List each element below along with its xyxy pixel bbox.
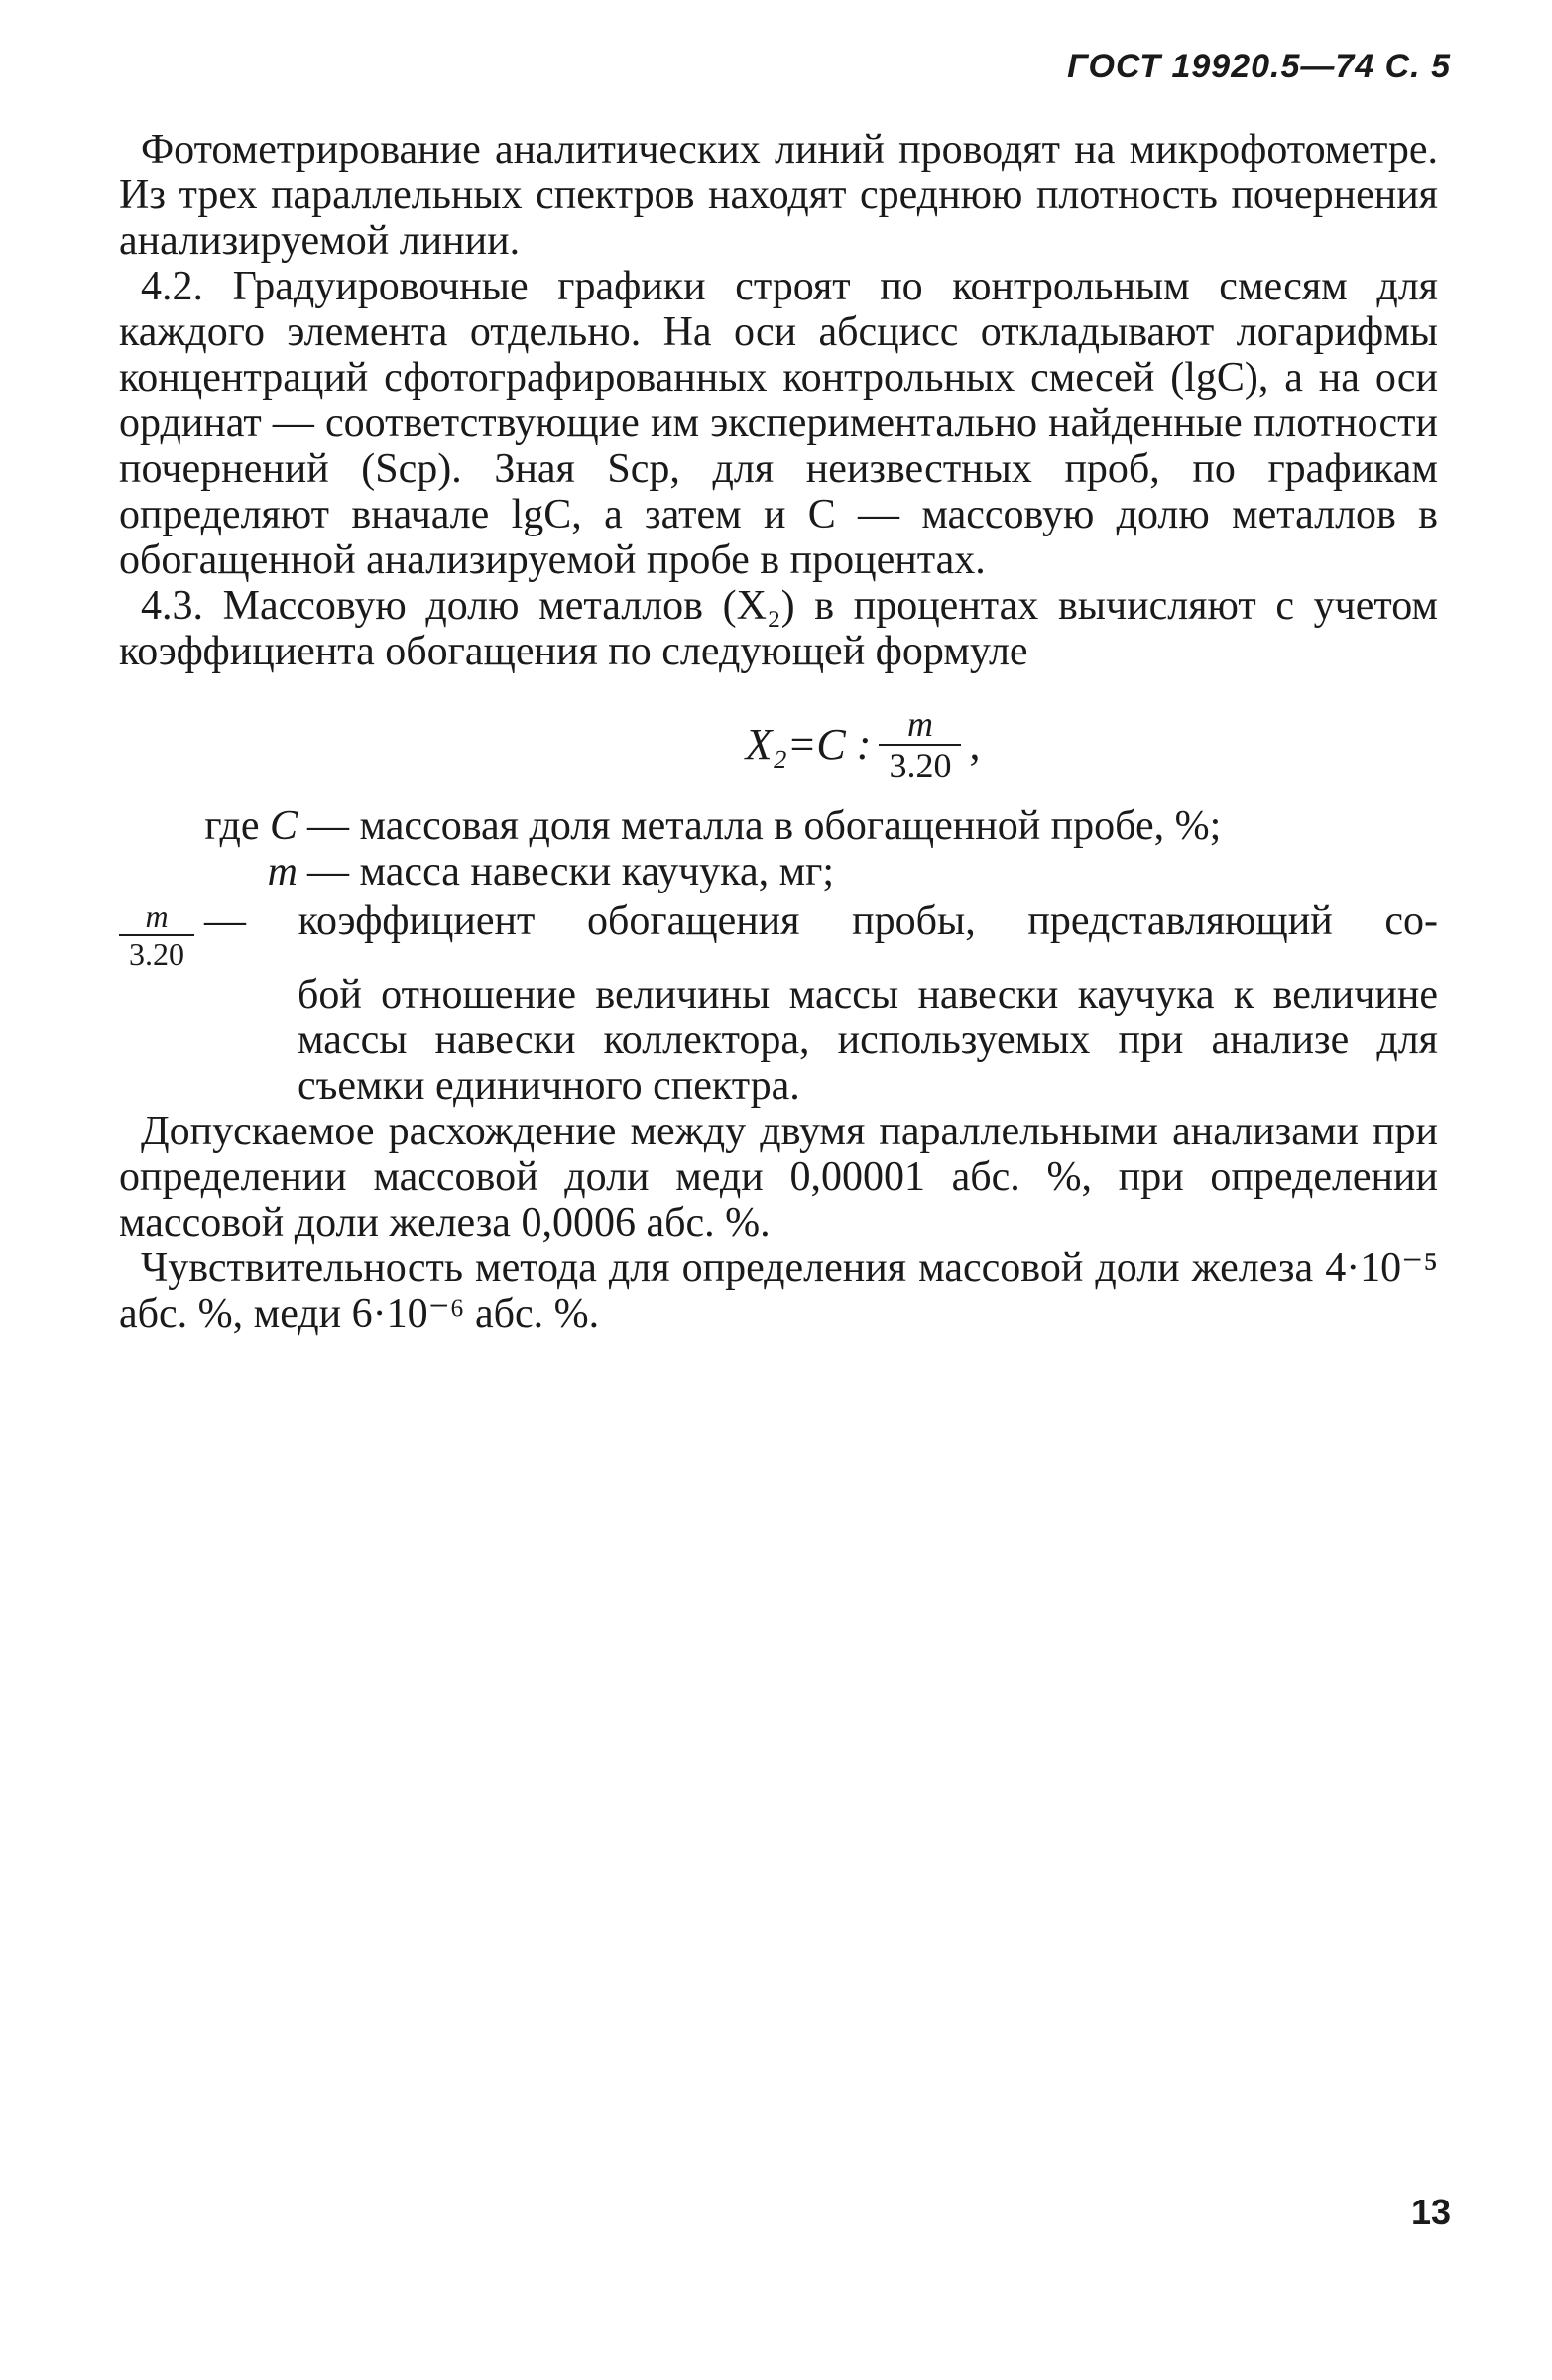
formula-numerator: m bbox=[906, 704, 933, 744]
legend-row-m bbox=[119, 849, 1438, 894]
paragraph-4-3: 4.3. Массовую долю металлов (X₂) в процентах вычисляют с учетом коэффициента обогащения по следующей формуле bbox=[119, 583, 1438, 674]
legend-desc-ratio-continued: бой отношение величины массы навески каучука к величине массы навески коллектора, используемых при анализе для съемки единичного спектра. bbox=[298, 972, 1438, 1109]
legend-ratio-numerator: m bbox=[145, 898, 169, 934]
legend-key-m bbox=[119, 849, 298, 894]
paragraph-tolerance: Допускаемое расхождение между двумя параллельными анализами при определении массовой доли меди 0,00001 абс. %, при определении массовой доли железа 0,0006 абс. %. bbox=[119, 1109, 1438, 1246]
legend-desc-m: — масса навески каучука, мг; bbox=[307, 849, 835, 894]
legend-ratio-fraction bbox=[119, 898, 194, 972]
formula-legend bbox=[119, 803, 1438, 1109]
legend-row-ratio bbox=[119, 898, 1438, 972]
legend-desc-c: — массовая доля металла в обогащенной пробе, %; bbox=[307, 803, 1222, 849]
legend-desc-ratio-first: — коэффициент обогащения пробы, представляющий со- bbox=[204, 898, 1438, 944]
legend-ratio-denominator: 3.20 bbox=[119, 934, 194, 972]
legend-desc-ratio bbox=[204, 898, 1438, 944]
formula bbox=[288, 704, 1438, 785]
formula-trailing: , bbox=[969, 720, 981, 769]
paragraph-photometry: Фотометрирование аналитических линий проводят на микрофотометре. Из трех параллельных спектров находят среднюю плотность почернения анализируемой линии. bbox=[119, 127, 1438, 264]
legend-row-c bbox=[119, 803, 1438, 849]
formula-lhs: X₂=C : bbox=[745, 720, 872, 769]
legend-symbol-c: C bbox=[269, 803, 298, 849]
legend-key-c bbox=[119, 803, 298, 849]
page-number: 13 bbox=[1410, 2192, 1451, 2232]
page-header: ГОСТ 19920.5—74 С. 5 bbox=[1067, 48, 1451, 85]
document-body bbox=[119, 127, 1438, 1337]
paragraph-4-2: 4.2. Градуировочные графики строят по контрольным смесям для каждого элемента отдельно. На оси абсцисс откладывают логарифмы концентраций сфотографированных контрольных смесей (lgC), а на оси ординат — соответствующие им экспериментально найденные плотности почернений (Sср). Зная Sср, для неизвестных проб, по графикам определяют вначале lgC, а затем и C — массовую долю металлов в обогащенной анализируемой пробе в процентах. bbox=[119, 264, 1438, 583]
legend-prefix: где bbox=[204, 803, 260, 849]
legend-symbol-m: m bbox=[267, 849, 298, 894]
paragraph-sensitivity: Чувствительность метода для определения массовой доли железа 4·10⁻⁵ абс. %, меди 6·10⁻⁶ абс. %. bbox=[119, 1246, 1438, 1337]
formula-denominator: 3.20 bbox=[879, 744, 961, 785]
formula-fraction bbox=[879, 704, 961, 785]
